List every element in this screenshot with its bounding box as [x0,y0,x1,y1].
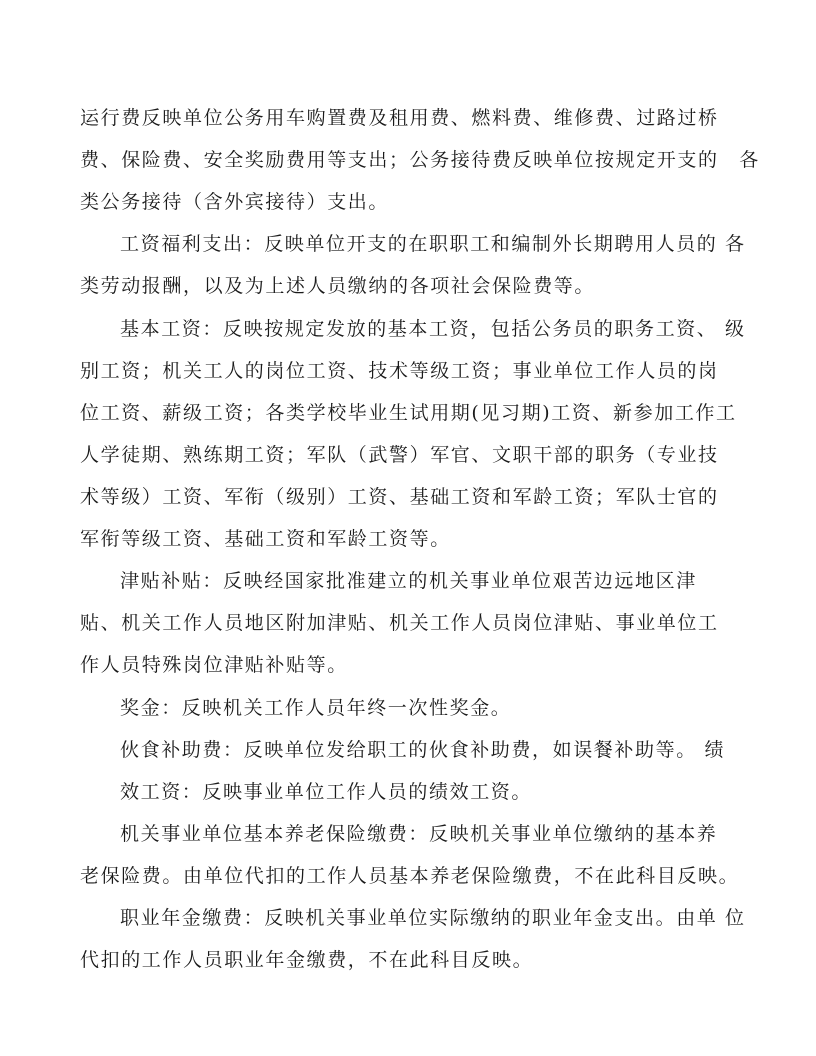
text-line: 类劳动报酬，以及为上述人员缴纳的各项社会保险费等。 [80,275,596,297]
text-line: 工资福利支出：反映单位开支的在职职工和编制外长期聘用人员的 各 [120,233,746,255]
text-line: 贴、机关工作人员地区附加津贴、机关工作人员岗位津贴、事业单位工 [80,612,719,634]
text-line: 效工资：反映事业单位工作人员的绩效工资。 [120,781,533,803]
text-line: 奖金：反映机关工作人员年终一次性奖金。 [120,697,512,719]
text-line: 职业年金缴费：反映机关事业单位实际缴纳的职业年金支出。由单 位 [120,907,746,929]
text-line: 基本工资：反映按规定发放的基本工资，包括公务员的职务工资、 级 [120,318,746,340]
text-line: 作人员特殊岗位津贴补贴等。 [80,654,348,676]
text-line: 军衔等级工资、基础工资和军龄工资等。 [80,528,451,550]
text-line: 机关事业单位基本养老保险缴费：反映机关事业单位缴纳的基本养 [120,823,718,845]
text-line: 伙食补助费：反映单位发给职工的伙食补助费，如误餐补助等。 绩 [120,739,726,761]
text-line: 别工资；机关工人的岗位工资、技术等级工资；事业单位工作人员的岗 [80,360,719,382]
text-line: 人学徒期、熟练期工资；军队（武警）军官、文职干部的职务（专业技 [80,444,719,466]
text-line: 费、保险费、安全奖励费用等支出；公务接待费反映单位按规定开支的 各 [80,149,760,171]
text-line: 位工资、薪级工资；各类学校毕业生试用期(见习期)工资、新参加工作工 [80,402,737,424]
text-line: 术等级）工资、军衔（级别）工资、基础工资和军龄工资；军队士官的 [80,486,719,508]
text-line: 运行费反映单位公务用车购置费及租用费、燃料费、维修费、过路过桥 [80,107,719,129]
text-line: 津贴补贴：反映经国家批准建立的机关事业单位艰苦边远地区津 [120,570,697,592]
text-line: 类公务接待（含外宾接待）支出。 [80,191,390,213]
text-line: 老保险费。由单位代扣的工作人员基本养老保险缴费，不在此科目反映。 [80,865,740,887]
text-line: 代扣的工作人员职业年金缴费，不在此科目反映。 [80,949,534,971]
